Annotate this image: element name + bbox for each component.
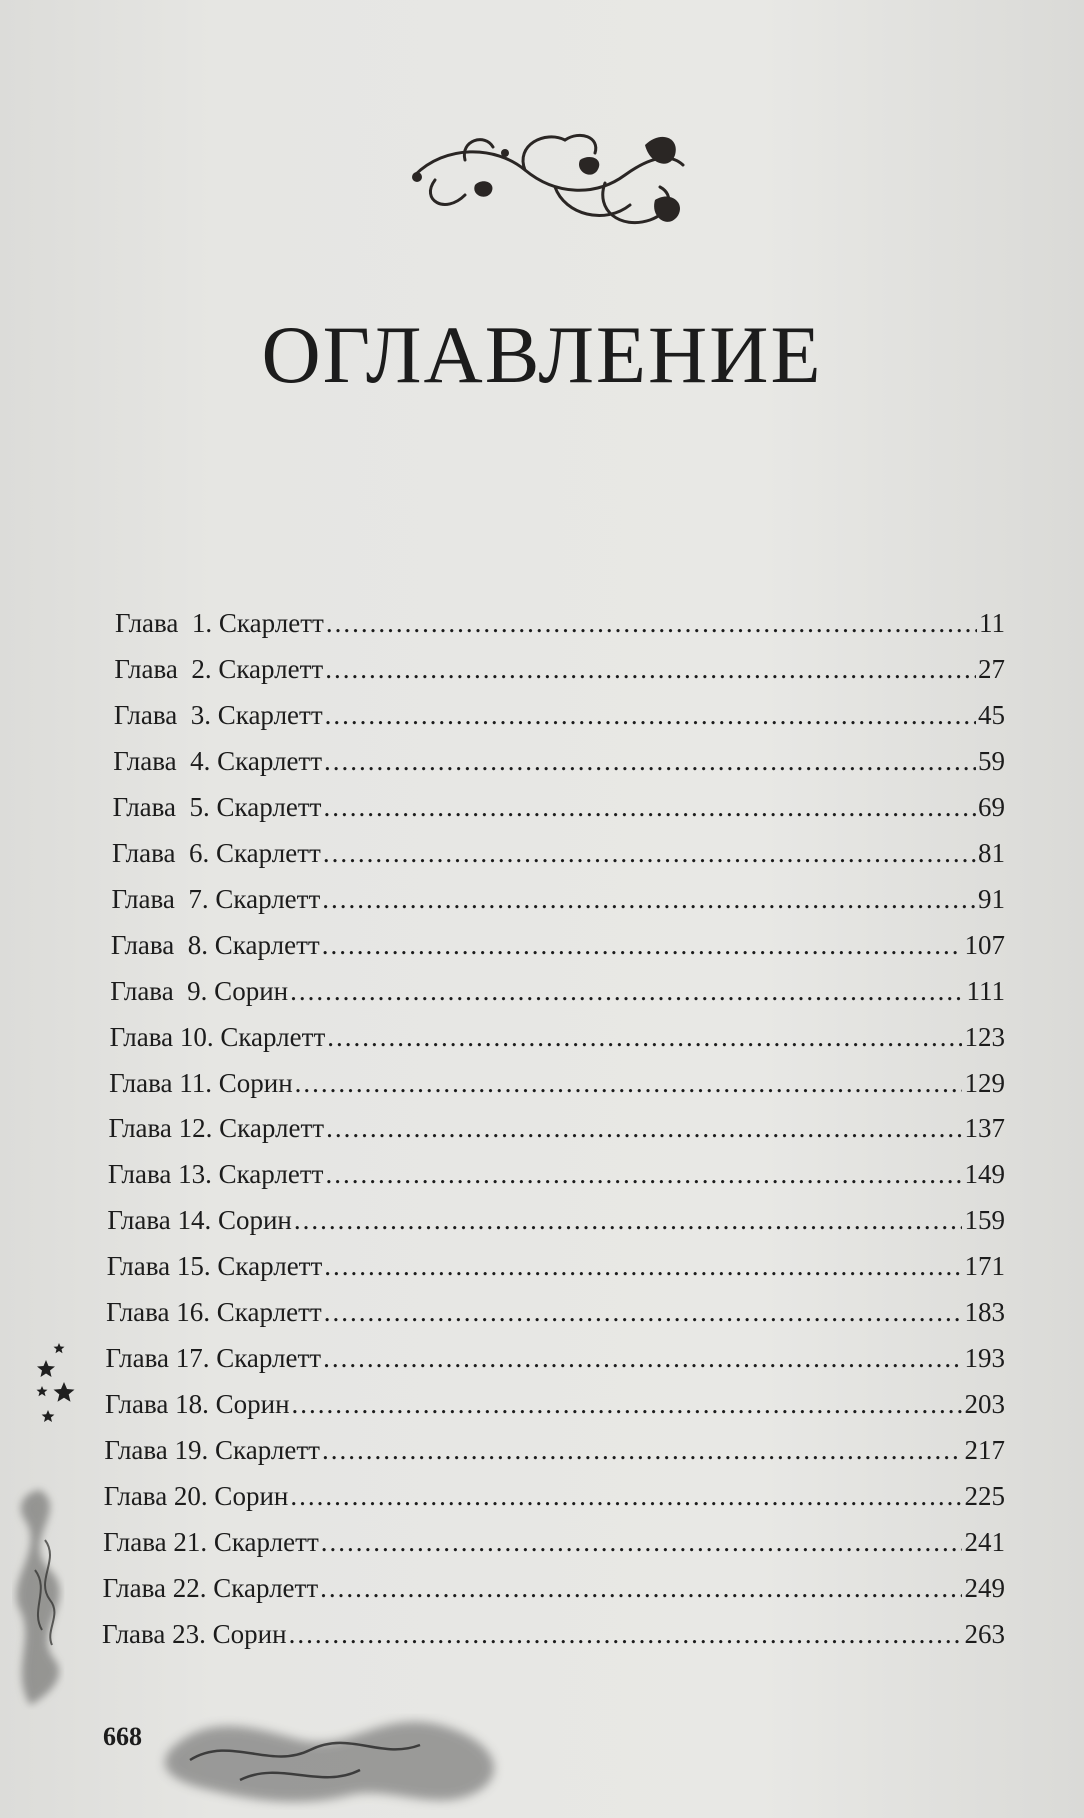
toc-entry-label: Глава 12. Скарлетт <box>108 1113 325 1144</box>
toc-leader-dots <box>324 1246 962 1286</box>
stars-icon <box>34 1338 84 1428</box>
toc-entry-page: 225 <box>964 1481 1005 1512</box>
toc-entry-label: Глава 2. Скарлетт <box>114 653 324 684</box>
toc-entry-page: 107 <box>964 929 1005 960</box>
page-number: 668 <box>103 1722 142 1751</box>
toc-leader-dots <box>326 1108 962 1148</box>
toc-leader-dots <box>323 787 976 827</box>
toc-entry-label: Глава 10. Скарлетт <box>109 1021 326 1052</box>
toc-entry <box>115 603 1005 643</box>
toc-entry-page: 11 <box>979 608 1005 638</box>
toc-leader-dots <box>289 1614 963 1654</box>
toc-entry <box>102 1614 1005 1654</box>
toc-entry <box>105 1384 1005 1424</box>
toc-entry <box>107 1200 1005 1240</box>
ink-smoke-bottom-icon <box>150 1690 520 1818</box>
toc-entry-page: 81 <box>977 837 1005 868</box>
toc-entry-label: Глава 7. Скарлетт <box>111 883 321 914</box>
toc-entry <box>103 1568 1005 1608</box>
toc-leader-dots <box>320 1568 962 1608</box>
toc-entry-label: Глава 23. Сорин <box>102 1618 287 1649</box>
toc-entry-label: Глава 17. Скарлетт <box>105 1343 322 1374</box>
toc-entry-label: Глава 5. Скарлетт <box>112 791 322 822</box>
toc-leader-dots <box>326 603 977 643</box>
toc-entry <box>112 833 1005 873</box>
toc-entry <box>108 1154 1005 1194</box>
toc-leader-dots <box>325 649 976 689</box>
toc-leader-dots <box>324 741 976 781</box>
toc-entry-label: Глава 19. Скарлетт <box>104 1435 320 1466</box>
toc-entry-label: Глава 9. Сорин <box>110 975 289 1006</box>
toc-entry <box>111 925 1005 965</box>
toc-entry-page: 91 <box>977 883 1005 914</box>
toc-entry <box>113 741 1005 781</box>
toc-entry <box>110 971 1005 1011</box>
toc-leader-dots <box>323 833 976 873</box>
toc-entry-label: Глава 3. Скарлетт <box>113 699 323 730</box>
toc-entry-page: 69 <box>977 791 1005 822</box>
toc-leader-dots <box>322 925 963 965</box>
toc-entry-page: 111 <box>966 975 1005 1006</box>
toc-entry-page: 241 <box>964 1527 1005 1557</box>
toc-entry-page: 263 <box>964 1618 1005 1649</box>
toc-leader-dots <box>322 879 976 919</box>
toc-leader-dots <box>292 1384 963 1424</box>
toc-entry <box>104 1430 1005 1470</box>
toc-entry <box>109 1063 1005 1103</box>
toc-leader-dots <box>323 1338 962 1378</box>
toc-entry-label: Глава 20. Сорин <box>103 1481 289 1512</box>
toc-entry-label: Глава 22. Скарлетт <box>102 1572 319 1603</box>
toc-entry-label: Глава 8. Скарлетт <box>110 929 320 960</box>
toc-leader-dots <box>322 1430 963 1470</box>
toc-leader-dots <box>290 1476 962 1516</box>
toc-entry-page: 217 <box>964 1435 1005 1466</box>
floral-ornament-icon <box>405 125 690 240</box>
toc-entry-label: Глава 21. Скарлетт <box>103 1527 319 1557</box>
toc-entry <box>103 1522 1005 1562</box>
toc-entry-page: 129 <box>964 1067 1005 1098</box>
toc-entry-page: 249 <box>964 1572 1005 1603</box>
toc-entry-page: 193 <box>964 1343 1005 1374</box>
toc-entry-page: 137 <box>964 1113 1005 1144</box>
toc-entry <box>106 1292 1005 1332</box>
toc-leader-dots <box>321 1522 963 1562</box>
toc-entry-page: 59 <box>977 745 1005 776</box>
toc-entry-page: 27 <box>977 653 1005 684</box>
toc-leader-dots <box>325 1154 962 1194</box>
ink-smoke-left-icon <box>0 1480 100 1710</box>
toc-entry-label: Глава 11. Сорин <box>109 1067 293 1098</box>
toc-entry <box>114 649 1005 689</box>
toc-entry-page: 203 <box>964 1389 1005 1420</box>
toc-entry-page: 183 <box>964 1297 1005 1328</box>
toc-entry <box>107 1246 1005 1286</box>
page-title: ОГЛАВЛЕНИЕ <box>261 309 823 400</box>
toc-leader-dots <box>327 1017 962 1057</box>
toc-leader-dots <box>324 1292 963 1332</box>
toc-leader-dots <box>294 1200 963 1240</box>
toc-entry-label: Глава 15. Скарлетт <box>106 1251 323 1282</box>
toc-entry-page: 149 <box>964 1159 1005 1190</box>
toc-entry-page: 123 <box>964 1021 1005 1052</box>
toc-leader-dots <box>290 971 964 1011</box>
toc-entry <box>110 1017 1005 1057</box>
toc-leader-dots <box>295 1063 963 1103</box>
toc-entry-label: Глава 14. Сорин <box>107 1205 292 1236</box>
toc-entry <box>104 1476 1005 1516</box>
toc-entry <box>111 879 1005 919</box>
toc-entry-label: Глава 13. Скарлетт <box>107 1159 324 1190</box>
toc-entry-label: Глава 1. Скарлетт <box>115 608 324 638</box>
toc-entry-page: 159 <box>964 1205 1005 1236</box>
toc-entry-page: 45 <box>977 699 1005 730</box>
toc-entry <box>106 1338 1005 1378</box>
toc-entry-page: 171 <box>964 1251 1005 1282</box>
toc-entry <box>113 787 1005 827</box>
toc-entry-label: Глава 4. Скарлетт <box>113 745 323 776</box>
toc-entry <box>109 1108 1006 1148</box>
toc-entry-label: Глава 16. Скарлетт <box>106 1297 322 1328</box>
toc-entry <box>114 695 1005 735</box>
toc-entry-label: Глава 18. Сорин <box>104 1389 290 1420</box>
toc-leader-dots <box>325 695 976 735</box>
toc-entry-label: Глава 6. Скарлетт <box>112 837 321 868</box>
